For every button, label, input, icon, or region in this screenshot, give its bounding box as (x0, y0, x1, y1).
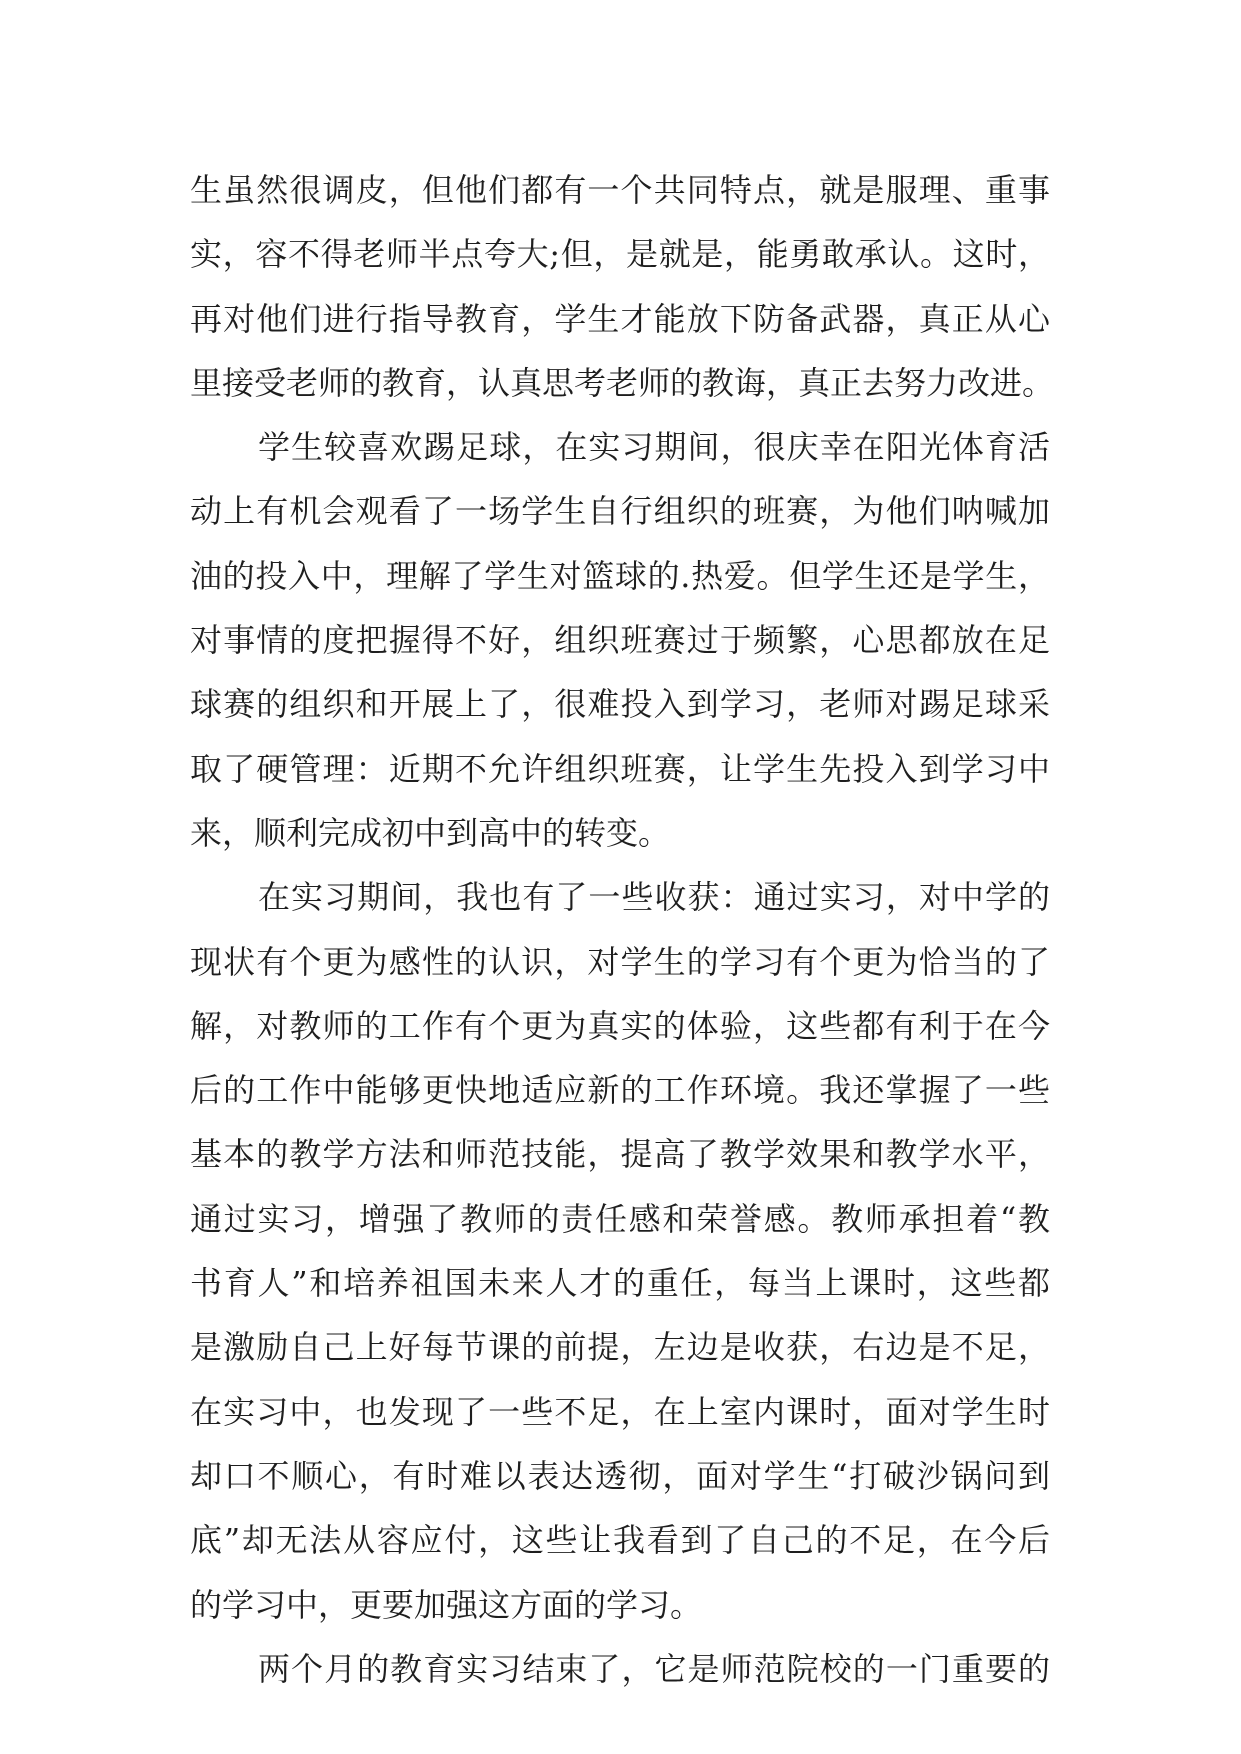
text-line: 通过实习，增强了教师的责任感和荣誉感。教师承担着“教 (190, 1199, 1050, 1238)
text-line: 解，对教师的工作有个更为真实的体验，这些都有利于在今 (190, 1006, 1050, 1045)
text-line: 生虽然很调皮，但他们都有一个共同特点，就是服理、重事 (190, 171, 1050, 209)
text-line: 里接受老师的教育，认真思考老师的教诲，真正去努力改进。 (190, 363, 1055, 402)
text-line: 再对他们进行指导教育，学生才能放下防备武器，真正从心 (190, 299, 1050, 338)
text-line: 基本的教学方法和师范技能，提高了教学效果和教学水平， (190, 1135, 1050, 1174)
text-line: 对事情的度把握得不好，组织班赛过于频繁，心思都放在足 (190, 621, 1050, 660)
text-line: 在实习中，也发现了一些不足，在上室内课时，面对学生时 (190, 1392, 1050, 1431)
text-line: 取了硬管理：近期不允许组织班赛，让学生先投入到学习中 (190, 749, 1050, 788)
text-line: 动上有机会观看了一场学生自行组织的班赛，为他们呐喊加 (190, 492, 1050, 531)
body-text (190, 158, 1055, 1701)
text-line: 是激励自己上好每节课的前提，左边是收获，右边是不足， (190, 1328, 1050, 1367)
paragraph-start-line: 两个月的教育实习结束了，它是师范院校的一门重要的 (258, 1649, 1050, 1688)
text-line: 油的投入中，理解了学生对篮球的.热爱。但学生还是学生， (190, 556, 1050, 595)
text-line: 底”却无法从容应付，这些让我看到了自己的不足，在今后 (190, 1521, 1050, 1560)
text-line: 却口不顺心，有时难以表达透彻，面对学生“打破沙锅问到 (190, 1456, 1050, 1495)
text-line: 球赛的组织和开展上了，很难投入到学习，老师对踢足球采 (190, 685, 1050, 724)
text-line: 实，容不得老师半点夸大;但，是就是，能勇敢承认。这时， (190, 235, 1050, 274)
text-line: 来，顺利完成初中到高中的转变。 (190, 813, 671, 852)
text-line: 的学习中，更要加强这方面的学习。 (190, 1585, 703, 1624)
paragraph-start-line: 在实习期间，我也有了一些收获：通过实习，对中学的 (258, 878, 1050, 917)
paragraph-start-line: 学生较喜欢踢足球，在实习期间，很庆幸在阳光体育活 (258, 428, 1050, 467)
text-line: 书育人”和培养祖国未来人才的重任，每当上课时，这些都 (190, 1264, 1050, 1303)
text-line: 后的工作中能够更快地适应新的工作环境。我还掌握了一些 (190, 1071, 1050, 1110)
text-line: 现状有个更为感性的认识，对学生的学习有个更为恰当的了 (190, 942, 1050, 981)
